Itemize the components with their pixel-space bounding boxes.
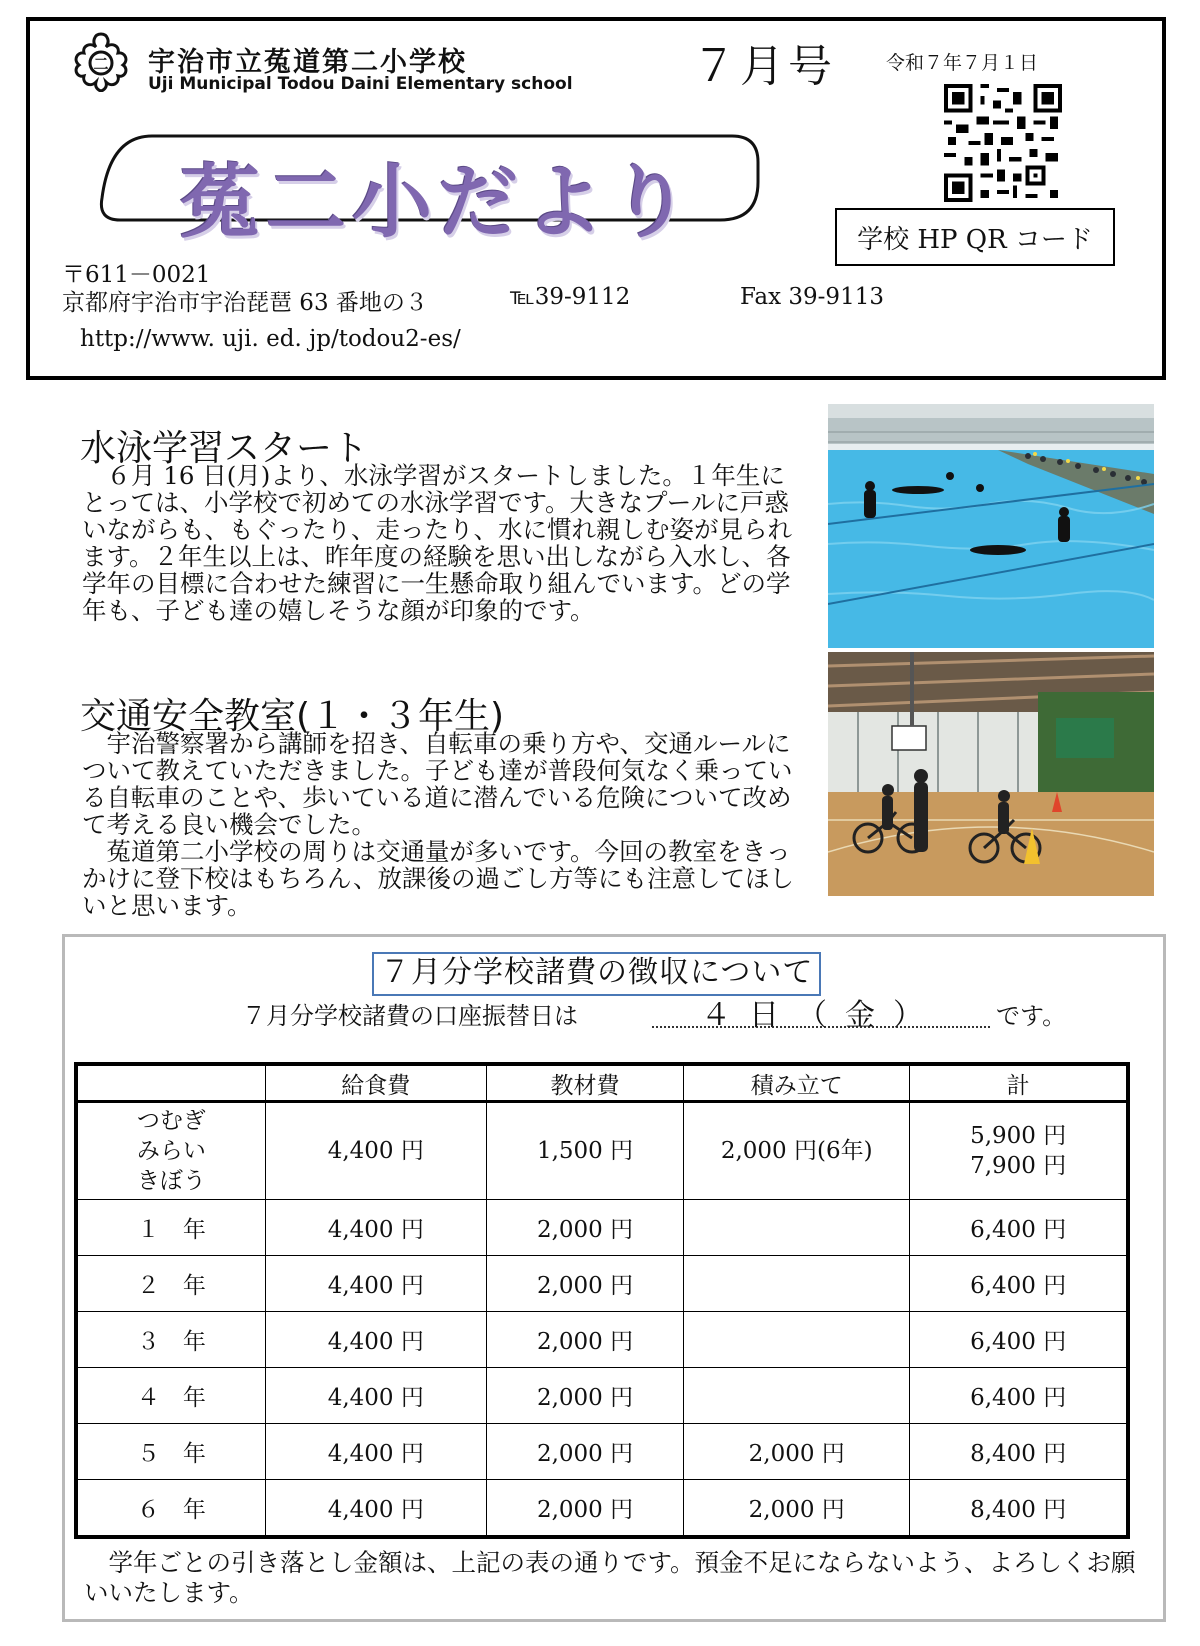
total-fee-cell: 6,400 円 xyxy=(910,1312,1128,1368)
total-fee-cell: 8,400 円 xyxy=(910,1480,1128,1538)
grade-cell: ３ 年 xyxy=(76,1312,265,1368)
lunch-fee-cell: 4,400 円 xyxy=(265,1368,486,1424)
lunch-fee-cell: 4,400 円 xyxy=(265,1200,486,1256)
lunch-fee-cell: 4,400 円 xyxy=(265,1312,486,1368)
table-row xyxy=(76,1480,1128,1538)
table-row xyxy=(76,1312,1128,1368)
fax-number: Fax 39-9113 xyxy=(740,284,884,310)
material-fee-cell: 2,000 円 xyxy=(486,1480,683,1538)
fee-table xyxy=(74,1062,1130,1539)
article-body-swimming xyxy=(82,462,794,624)
article-title-traffic-safety: 交通安全教室(１・３年生) xyxy=(80,696,505,737)
qr-code-icon xyxy=(944,84,1062,202)
table-row xyxy=(76,1200,1128,1256)
gym-bicycle-photo xyxy=(828,652,1154,896)
savings-fee-cell xyxy=(684,1368,910,1424)
table-row xyxy=(76,1368,1128,1424)
newsletter-title: 菟二小だより xyxy=(180,156,696,249)
grade-cell: １ 年 xyxy=(76,1200,265,1256)
table-row xyxy=(76,1256,1128,1312)
table-header-cell xyxy=(76,1064,265,1102)
savings-fee-cell: 2,000 円 xyxy=(684,1424,910,1480)
grade-cell: ４ 年 xyxy=(76,1368,265,1424)
total-fee-cell: 6,400 円 xyxy=(910,1256,1128,1312)
savings-fee-cell xyxy=(684,1256,910,1312)
school-address: 京都府宇治市宇治琵琶 63 番地の３ xyxy=(62,290,428,316)
qr-code-label: 学校 HP QR コード xyxy=(835,208,1115,266)
class-label-line: みらい xyxy=(136,1138,206,1164)
total-fee-cell: 6,400 円 xyxy=(910,1368,1128,1424)
savings-fee-cell: 2,000 円 xyxy=(684,1480,910,1538)
table-row xyxy=(76,1102,1128,1200)
total-fee-cell: 6,400 円 xyxy=(910,1200,1128,1256)
postal-code: 〒611－0021 xyxy=(62,262,211,288)
grade-cell: ２ 年 xyxy=(76,1256,265,1312)
material-fee-cell: 2,000 円 xyxy=(486,1368,683,1424)
material-fee-cell: 2,000 円 xyxy=(486,1200,683,1256)
total-fee-cell xyxy=(910,1102,1128,1200)
table-row xyxy=(76,1424,1128,1480)
savings-fee-cell xyxy=(684,1312,910,1368)
table-header-cell: 計 xyxy=(910,1064,1128,1102)
school-name-jp: 宇治市立菟道第二小学校 xyxy=(148,47,467,78)
class-label-line: つむぎ xyxy=(136,1108,206,1134)
issue-date: 令和７年７月１日 xyxy=(886,52,1039,74)
savings-fee-cell: 2,000 円(6年) xyxy=(684,1102,910,1200)
table-header-cell: 教材費 xyxy=(486,1064,683,1102)
article-title-swimming: 水泳学習スタート xyxy=(80,428,369,469)
class-label-cell xyxy=(76,1102,265,1200)
issue-number: ７月号 xyxy=(692,41,836,92)
fee-subtitle-suffix: です。 xyxy=(996,1002,1067,1030)
svg-text:二: 二 xyxy=(93,55,109,73)
fee-note: 学年ごとの引き落とし金額は、上記の表の通りです。預金不足にならないよう、よろしくお願いいたします。 xyxy=(84,1548,1136,1607)
material-fee-cell: 2,000 円 xyxy=(486,1312,683,1368)
article-paragraph: 菟道第二小学校の周りは交通量が多いです。今回の教室をきっかけに登下校はもちろん、放課後の過ごし方等にも注意してほしいと思います。 xyxy=(82,837,794,920)
material-fee-cell: 2,000 円 xyxy=(486,1256,683,1312)
grade-cell: ５ 年 xyxy=(76,1424,265,1480)
lunch-fee-cell: 4,400 円 xyxy=(265,1102,486,1200)
article-body-traffic-safety xyxy=(82,730,794,919)
savings-fee-cell xyxy=(684,1200,910,1256)
pool-photo xyxy=(828,404,1154,648)
class-label-line: きぼう xyxy=(136,1168,206,1194)
lunch-fee-cell: 4,400 円 xyxy=(265,1256,486,1312)
article-paragraph: 宇治警察署から講師を招き、自転車の乗り方や、交通ルールについて教えていただきました。子ども達が普段何気なく乗っている自転車のことや、歩いている道に潜んでいる危険について改めて考える良い機会でした。 xyxy=(82,729,793,839)
lunch-fee-cell: 4,400 円 xyxy=(265,1424,486,1480)
fee-title: ７月分学校諸費の徴収について xyxy=(372,952,821,996)
school-url[interactable]: http://www. uji. ed. jp/todou2-es/ xyxy=(80,326,461,352)
grade-cell: ６ 年 xyxy=(76,1480,265,1538)
total-fee-line: 5,900 円 xyxy=(970,1123,1067,1149)
lunch-fee-cell: 4,400 円 xyxy=(265,1480,486,1538)
material-fee-cell: 1,500 円 xyxy=(486,1102,683,1200)
fee-subtitle: ７月分学校諸費の口座振替日は xyxy=(242,1002,578,1030)
material-fee-cell: 2,000 円 xyxy=(486,1424,683,1480)
table-header-row xyxy=(76,1064,1128,1102)
school-emblem-icon xyxy=(70,30,132,92)
total-fee-line: 7,900 円 xyxy=(970,1153,1067,1179)
school-name-en: Uji Municipal Todou Daini Elementary school xyxy=(148,74,573,94)
table-header-cell: 給食費 xyxy=(265,1064,486,1102)
table-header-cell: 積み立て xyxy=(684,1064,910,1102)
debit-date: ４日（金） xyxy=(652,990,990,1028)
article-paragraph: ６月 16 日(月)より、水泳学習がスタートしました。１年生にとっては、小学校で初めての水泳学習です。大きなプールに戸惑いながらも、もぐったり、走ったり、水に慣れ親しむ姿が見られます。２年生以上は、昨年度の経験を思い出しながら入水し、各学年の目標に合わせた練習に一生懸命取り組んでいます。どの学年も、子ども達の嬉しそうな顔が印象的です。 xyxy=(82,461,793,625)
telephone-number: ℡39-9112 xyxy=(510,284,631,310)
total-fee-cell: 8,400 円 xyxy=(910,1424,1128,1480)
